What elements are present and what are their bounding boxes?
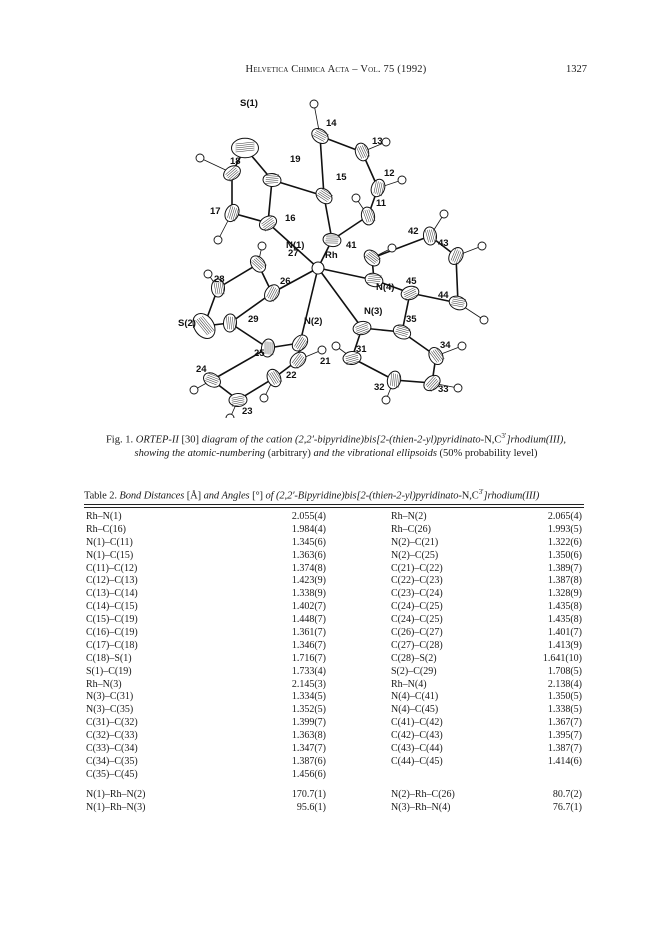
atom-ellipsoid [386, 370, 403, 391]
atom-ellipsoid [222, 202, 242, 224]
table-title-of: of (2,2′-Bipyridine)bis[2-(thien-2-yl)pyridinato- [265, 490, 462, 502]
bond-value: 1.401(7) [547, 627, 582, 639]
bond-label: N(3)–Rh–N(4) [391, 801, 451, 813]
bond-label: C(23)–C(24) [391, 588, 443, 600]
table-title-nc: N,C [461, 490, 479, 502]
bond-value: 1.361(7) [291, 627, 326, 639]
atom-label: 44 [438, 290, 449, 301]
table-title [84, 488, 588, 502]
bond-value: 1.387(8) [547, 575, 582, 587]
bond-label: C(12)–C(13) [86, 575, 138, 587]
page-number: 1327 [566, 64, 587, 75]
atom-label: S(1) [240, 98, 258, 109]
bond-label: C(27)–C(28) [391, 639, 443, 651]
table-row [84, 627, 584, 640]
bond-value: 1.708(5) [547, 665, 582, 677]
atom-label: 14 [326, 118, 337, 129]
hydrogen-atom [478, 242, 486, 250]
hydrogen-atom [398, 176, 406, 184]
table-title-angles: Angles [221, 490, 250, 502]
bond-label: C(33)–C(34) [86, 743, 138, 755]
bond-label: C(43)–C(44) [391, 743, 443, 755]
atom-label: N(1) [286, 240, 305, 251]
table-row [84, 601, 584, 614]
hydrogen-atom [226, 414, 234, 418]
table-title-unit: [Å] [186, 490, 202, 502]
bond-value: 1.641(10) [542, 652, 582, 664]
table-title-sup: 3′ [478, 488, 484, 496]
bond-value: 1.993(5) [547, 523, 582, 535]
bond-label: C(15)–C(19) [86, 614, 138, 626]
hydrogen-atom [388, 244, 396, 252]
hydrogen-atom [332, 342, 340, 350]
atom-ellipsoid [446, 245, 466, 267]
bond-value: 1.413(9) [547, 639, 582, 651]
atom-label: 18 [230, 156, 241, 167]
bond-value: 1.363(6) [291, 549, 326, 561]
table-row [84, 550, 584, 563]
bond-label: C(34)–C(35) [86, 755, 138, 767]
bond-value: 1.456(6) [291, 768, 326, 780]
bond-lines [204, 136, 458, 400]
bond-value: 1.399(7) [291, 717, 326, 729]
table-row [84, 691, 584, 704]
bond-label: S(2)–C(29) [391, 665, 437, 677]
atom-label: 42 [408, 226, 419, 237]
table-section-gap [84, 782, 584, 789]
bond-value: 2.055(4) [291, 511, 326, 522]
bond-value: 1.435(8) [547, 614, 582, 626]
atom-label: 41 [346, 240, 357, 251]
bond-value: 1.345(6) [291, 536, 326, 548]
atom-ellipsoid [313, 185, 335, 207]
bond-label: C(13)–C(14) [86, 588, 138, 600]
table-row [84, 679, 584, 692]
atom-label: 21 [320, 356, 331, 367]
bond-label: N(1)–C(15) [86, 549, 134, 561]
hydrogen-atom [196, 154, 204, 162]
atom-label: N(4) [376, 282, 395, 293]
bond-value: 1.338(9) [291, 588, 326, 600]
bond-label: N(3)–C(35) [86, 704, 134, 716]
bond-value: 1.402(7) [291, 601, 326, 613]
bond-value: 1.423(9) [291, 575, 326, 587]
table-row [84, 666, 584, 679]
bond-label: C(31)–C(32) [86, 717, 138, 729]
bond-value: 1.352(5) [291, 704, 326, 716]
bond-value: 1.984(4) [291, 523, 326, 535]
table-row [84, 588, 584, 601]
hydrogen-atom [204, 270, 212, 278]
bond-label: N(1)–Rh–N(3) [86, 801, 146, 813]
bond-label: Rh–N(3) [86, 678, 122, 690]
bond-value: 1.363(8) [291, 730, 326, 742]
bond-label: S(1)–C(19) [86, 665, 132, 677]
table-row [84, 640, 584, 653]
bond-value: 95.6(1) [296, 801, 326, 813]
caption-nc: N,C [484, 434, 502, 446]
hydrogen-atom [260, 394, 268, 402]
atom-label: N(3) [364, 306, 383, 317]
hydrogen-atom [454, 384, 462, 392]
bond-label: C(11)–C(12) [86, 562, 138, 574]
bond-value: 1.414(6) [547, 755, 582, 767]
journal-title: Helvetica Chimica Acta – Vol. 75 (1992) [245, 64, 427, 75]
bond-value: 1.367(7) [547, 717, 582, 729]
atom-label: 43 [438, 238, 449, 249]
table-row [84, 511, 584, 524]
caption-ellipsoids: and the vibrational ellipsoids [313, 447, 437, 459]
bond-value: 1.346(7) [291, 639, 326, 651]
bond-line [300, 268, 318, 343]
atom-label: Rh [325, 250, 338, 261]
bond-value: 76.7(1) [552, 801, 582, 813]
bond-value: 1.374(8) [291, 562, 326, 574]
table-title-and: and [203, 490, 220, 502]
hydrogen-atom [458, 342, 466, 350]
table-row [84, 730, 584, 743]
bond-value: 1.328(9) [547, 588, 582, 600]
bond-label: C(32)–C(33) [86, 730, 138, 742]
bond-label: Rh–N(1) [86, 511, 122, 522]
hydrogen-atom [214, 236, 222, 244]
atom-label: 31 [356, 344, 367, 355]
atom-label: 15 [336, 172, 347, 183]
bond-label: Rh–N(2) [391, 511, 427, 522]
bond-value: 80.7(2) [552, 788, 582, 800]
hydrogen-atom [382, 396, 390, 404]
ortep-figure [140, 88, 520, 418]
atom-label: S(2) [178, 318, 196, 329]
atom-label: 17 [210, 206, 221, 217]
bond-label: N(4)–C(45) [391, 704, 439, 716]
running-header [0, 64, 672, 78]
atom-ellipsoid [360, 206, 376, 226]
bond-label: C(22)–C(23) [391, 575, 443, 587]
table-row [84, 575, 584, 588]
bond-label: N(2)–C(21) [391, 536, 439, 548]
caption-rh: ]rhodium(III), [506, 434, 567, 446]
bond-value: 1.387(7) [547, 743, 582, 755]
table-label: Table 2. [84, 490, 117, 502]
bond-label: C(35)–C(45) [86, 768, 138, 780]
bond-value: 1.395(7) [547, 730, 582, 742]
table-row [84, 653, 584, 666]
table-row [84, 743, 584, 756]
atom-label-group [178, 98, 451, 417]
table-row [84, 537, 584, 550]
bond-value: 1.338(5) [547, 704, 582, 716]
hydrogen-atom [480, 316, 488, 324]
atom-label: 34 [440, 340, 451, 351]
table-top-rule [84, 504, 584, 505]
atom-ellipsoid [447, 294, 468, 312]
bond-label: Rh–C(26) [391, 523, 431, 535]
bond-label: C(26)–C(27) [391, 627, 443, 639]
bond-value: 1.387(6) [291, 755, 326, 767]
atom-label: 28 [214, 274, 225, 285]
caption-cation: diagram of the cation (2,2′-bipyridine)bis[2-(thien-2-yl)pyridinato- [201, 434, 485, 446]
bond-label: N(3)–C(31) [86, 691, 134, 703]
bond-label: C(28)–S(2) [391, 652, 437, 664]
hydrogen-atom [258, 242, 266, 250]
bond-label: Rh–C(16) [86, 523, 126, 535]
caption-arbitrary: (arbitrary) [267, 447, 311, 459]
hydrogen-atom [190, 386, 198, 394]
atom-label: 16 [285, 213, 296, 224]
atom-label: 22 [286, 370, 297, 381]
atom-label: 32 [374, 382, 385, 393]
bond-label: C(17)–C(18) [86, 639, 138, 651]
caption-prefix: Fig. 1. [105, 434, 134, 446]
atom-ellipsoid [265, 367, 284, 389]
table-row [84, 769, 584, 782]
bond-value: 1.350(6) [547, 549, 582, 561]
atom-ellipsoid [353, 142, 370, 163]
bond-label: C(14)–C(15) [86, 601, 138, 613]
atom-label: 27 [288, 248, 299, 259]
atom-label: 23 [242, 406, 253, 417]
bond-label: N(1)–C(11) [86, 536, 133, 548]
hydrogen-atom [318, 346, 326, 354]
bond-label: C(24)–C(25) [391, 601, 443, 613]
atom-label: 11 [376, 198, 387, 209]
bond-value: 1.733(4) [291, 665, 326, 677]
bond-value: 1.435(8) [547, 601, 582, 613]
bond-value: 2.065(4) [547, 511, 582, 522]
atom-label: 26 [280, 276, 291, 287]
table-row [84, 717, 584, 730]
table-title-end: ]rhodium(III) [483, 490, 540, 502]
caption-numbering: showing the atomic-numbering [134, 447, 266, 459]
bond-label: C(18)–S(1) [86, 652, 132, 664]
bond-value: 1.389(7) [547, 562, 582, 574]
caption-probability: (50% probability level) [439, 447, 538, 459]
table-row [84, 789, 584, 802]
bond-value: 1.448(7) [291, 614, 326, 626]
table-top-rule-2 [84, 507, 584, 508]
hydrogen-atom [310, 100, 318, 108]
atom-ellipsoid [289, 332, 311, 354]
table-row [84, 524, 584, 537]
table-title-distances: Bond Distances [119, 490, 185, 502]
table-row [84, 614, 584, 627]
table-row [84, 563, 584, 576]
atom-label: 13 [372, 136, 383, 147]
table-row [84, 802, 584, 815]
atom-ellipsoid [369, 177, 388, 198]
atom-label: N(2) [304, 316, 323, 327]
bond-value: 1.322(6) [547, 536, 582, 548]
bond-label: N(4)–C(41) [391, 691, 439, 703]
bond-label: C(41)–C(42) [391, 717, 443, 729]
hydrogen-atom [440, 210, 448, 218]
atom-label: 29 [248, 314, 259, 325]
figure-caption [84, 430, 588, 460]
bond-value: 1.347(7) [291, 743, 326, 755]
bond-value: 1.350(5) [547, 691, 582, 703]
hydrogen-atom [382, 138, 390, 146]
bond-label: C(16)–C(19) [86, 627, 138, 639]
bond-table [84, 511, 584, 814]
bond-line [318, 268, 362, 328]
hydrogen-atom [352, 194, 360, 202]
atom-ellipsoid [287, 349, 309, 371]
atom-label: 12 [384, 168, 395, 179]
bond-value: 1.334(5) [291, 691, 326, 703]
atom-label: 24 [196, 364, 207, 375]
atom-ellipsoid [391, 322, 413, 341]
bond-line [320, 136, 324, 196]
bond-label: C(24)–C(25) [391, 614, 443, 626]
caption-ref: [30] [181, 434, 200, 446]
bond-label: C(42)–C(43) [391, 730, 443, 742]
bond-value: 1.716(7) [291, 652, 326, 664]
caption-ortep: ORTEP-II [135, 434, 179, 446]
atom-ellipsoid [352, 320, 372, 336]
bond-value: 2.145(3) [291, 678, 326, 690]
table-row [84, 704, 584, 717]
atom-ellipsoid [229, 393, 247, 407]
caption-sup: 3′ [501, 432, 507, 440]
atom-label: 45 [406, 276, 417, 287]
table-row [84, 756, 584, 769]
ortep-diagram [140, 88, 520, 418]
bond-label: N(1)–Rh–N(2) [86, 788, 146, 800]
bond-label: C(21)–C(22) [391, 562, 443, 574]
bond-label: N(2)–C(25) [391, 549, 439, 561]
bond-label: N(2)–Rh–C(26) [391, 788, 455, 800]
bond-value: 170.7(1) [291, 788, 326, 800]
bond-line [372, 236, 430, 258]
atom-label: 19 [290, 154, 301, 165]
atom-label: 33 [438, 384, 449, 395]
bond-value: 2.138(4) [547, 678, 582, 690]
bond-label: Rh–N(4) [391, 678, 427, 690]
bond-label: C(44)–C(45) [391, 755, 443, 767]
atom-label: 25 [254, 348, 265, 359]
atom-label: 35 [406, 314, 417, 325]
table-title-deg: [°] [252, 490, 263, 502]
